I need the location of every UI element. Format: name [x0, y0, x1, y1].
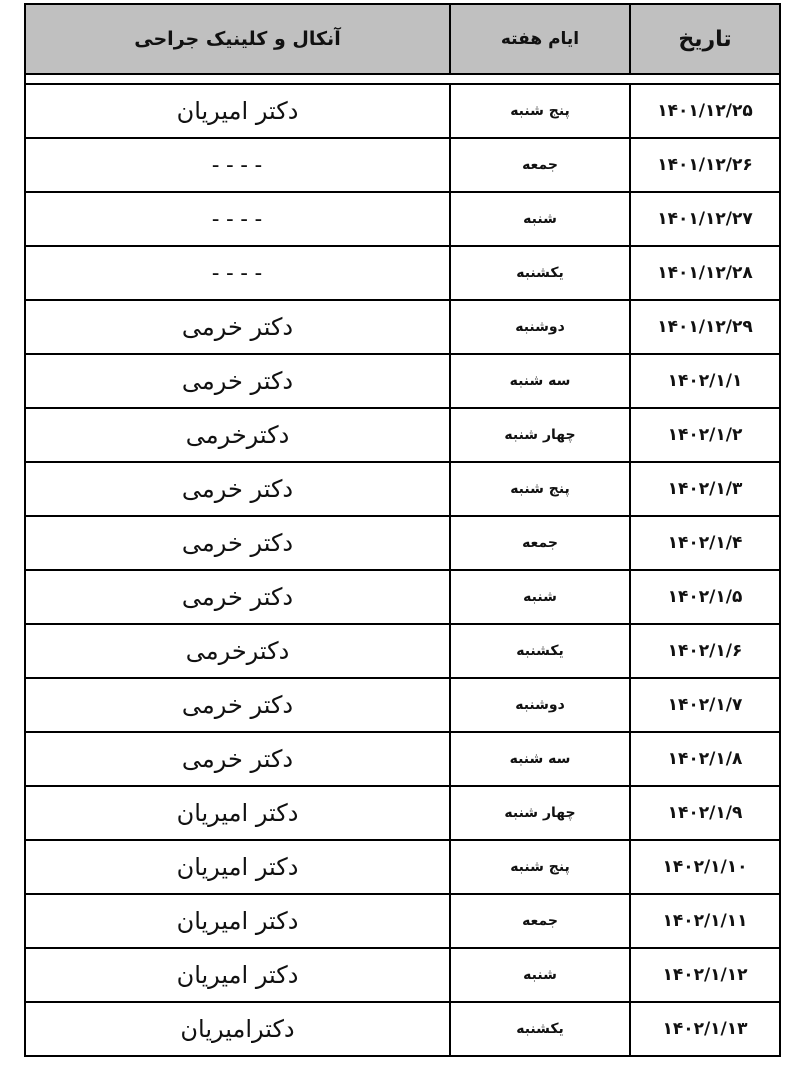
weekday-cell: سه شنبه: [450, 732, 630, 786]
header-weekday: ایام هفته: [450, 4, 630, 74]
date-cell: ۱۴۰۱/۱۲/۲۸: [630, 246, 780, 300]
schedule-table: [24, 3, 781, 1057]
doctor-cell: دکتر خرمی: [25, 678, 450, 732]
date-cell: ۱۴۰۱/۱۲/۲۵: [630, 84, 780, 138]
doctor-cell: دکتر خرمی: [25, 570, 450, 624]
table-row: [25, 786, 780, 840]
weekday-cell: شنبه: [450, 192, 630, 246]
weekday-cell: شنبه: [450, 948, 630, 1002]
weekday-cell: چهار شنبه: [450, 408, 630, 462]
doctor-cell: دکتر خرمی: [25, 300, 450, 354]
doctor-cell: دکتر امیریان: [25, 840, 450, 894]
weekday-cell: پنج شنبه: [450, 462, 630, 516]
table-row: [25, 948, 780, 1002]
gap-row: [25, 74, 780, 84]
doctor-cell: دکتر خرمی: [25, 732, 450, 786]
date-cell: ۱۴۰۲/۱/۳: [630, 462, 780, 516]
weekday-cell: پنج شنبه: [450, 840, 630, 894]
table-row: [25, 354, 780, 408]
date-cell: ۱۴۰۲/۱/۹: [630, 786, 780, 840]
date-cell: ۱۴۰۲/۱/۸: [630, 732, 780, 786]
header-clinic: آنکال و کلینیک جراحی: [25, 4, 450, 74]
table-row: [25, 678, 780, 732]
doctor-cell: ----: [25, 192, 450, 246]
table-row: [25, 570, 780, 624]
table-header: [25, 4, 780, 74]
date-cell: ۱۴۰۱/۱۲/۲۶: [630, 138, 780, 192]
doctor-cell: دکترامیریان: [25, 1002, 450, 1056]
weekday-cell: دوشنبه: [450, 678, 630, 732]
date-cell: ۱۴۰۲/۱/۱۲: [630, 948, 780, 1002]
table-row: [25, 462, 780, 516]
date-cell: ۱۴۰۲/۱/۱۳: [630, 1002, 780, 1056]
date-cell: ۱۴۰۲/۱/۱۰: [630, 840, 780, 894]
doctor-cell: دکترخرمی: [25, 624, 450, 678]
table-row: [25, 894, 780, 948]
gap-cell: [25, 74, 780, 84]
doctor-cell: دکتر امیریان: [25, 894, 450, 948]
table-row: [25, 624, 780, 678]
date-cell: ۱۴۰۱/۱۲/۲۹: [630, 300, 780, 354]
table-row: [25, 192, 780, 246]
table-row: [25, 1002, 780, 1056]
doctor-cell: دکتر امیریان: [25, 786, 450, 840]
doctor-cell: دکتر خرمی: [25, 462, 450, 516]
header-gap: [25, 74, 780, 84]
weekday-cell: پنج شنبه: [450, 84, 630, 138]
doctor-cell: دکتر امیریان: [25, 84, 450, 138]
table-row: [25, 732, 780, 786]
doctor-cell: ----: [25, 246, 450, 300]
weekday-cell: جمعه: [450, 516, 630, 570]
table-row: [25, 138, 780, 192]
weekday-cell: چهار شنبه: [450, 786, 630, 840]
date-cell: ۱۴۰۲/۱/۲: [630, 408, 780, 462]
header-row: [25, 4, 780, 74]
header-date: تاریخ: [630, 4, 780, 74]
table-body: [25, 84, 780, 1056]
table-row: [25, 840, 780, 894]
date-cell: ۱۴۰۲/۱/۵: [630, 570, 780, 624]
table-row: [25, 84, 780, 138]
date-cell: ۱۴۰۲/۱/۶: [630, 624, 780, 678]
weekday-cell: دوشنبه: [450, 300, 630, 354]
date-cell: ۱۴۰۱/۱۲/۲۷: [630, 192, 780, 246]
table-row: [25, 408, 780, 462]
doctor-cell: دکتر خرمی: [25, 354, 450, 408]
date-cell: ۱۴۰۲/۱/۱۱: [630, 894, 780, 948]
weekday-cell: یکشنبه: [450, 246, 630, 300]
weekday-cell: سه شنبه: [450, 354, 630, 408]
table-row: [25, 516, 780, 570]
date-cell: ۱۴۰۲/۱/۴: [630, 516, 780, 570]
doctor-cell: دکتر خرمی: [25, 516, 450, 570]
weekday-cell: جمعه: [450, 138, 630, 192]
doctor-cell: دکتر امیریان: [25, 948, 450, 1002]
date-cell: ۱۴۰۲/۱/۷: [630, 678, 780, 732]
weekday-cell: شنبه: [450, 570, 630, 624]
weekday-cell: یکشنبه: [450, 624, 630, 678]
table-row: [25, 246, 780, 300]
doctor-cell: دکترخرمی: [25, 408, 450, 462]
weekday-cell: جمعه: [450, 894, 630, 948]
doctor-cell: ----: [25, 138, 450, 192]
table-row: [25, 300, 780, 354]
date-cell: ۱۴۰۲/۱/۱: [630, 354, 780, 408]
weekday-cell: یکشنبه: [450, 1002, 630, 1056]
